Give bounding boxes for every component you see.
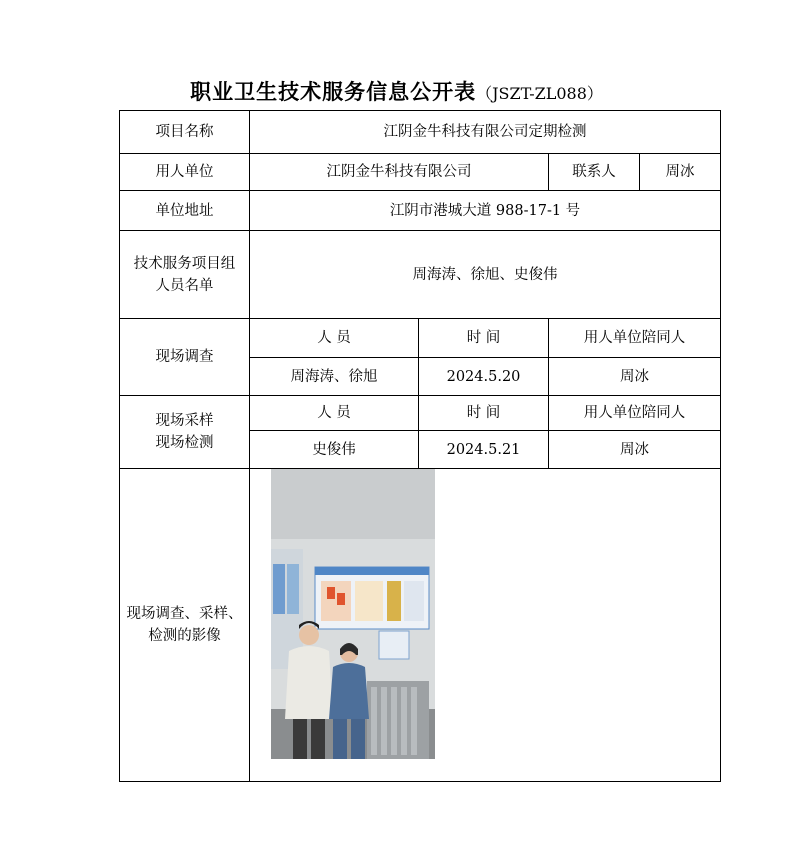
row-address	[120, 191, 721, 231]
sampling-label-line2: 现场检测	[155, 435, 214, 451]
team-label	[120, 231, 250, 319]
contact-label: 联系人	[549, 154, 640, 191]
sampling-label-line1: 现场采样	[155, 413, 214, 429]
sampling-escort: 周冰	[549, 431, 721, 469]
team-label-line2: 人员名单	[155, 277, 214, 294]
project-name-value: 江阴金牛科技有限公司定期检测	[250, 111, 721, 154]
document-title	[0, 76, 793, 106]
row-sampling-header	[120, 396, 721, 431]
survey-person: 周海涛、徐旭	[250, 358, 419, 396]
site-photo-illustration	[271, 469, 435, 759]
site-photo	[271, 469, 435, 759]
survey-header-escort: 用人单位陪同人	[549, 319, 721, 358]
team-label-line1: 技术服务项目组	[133, 255, 236, 272]
survey-header-person: 人 员	[250, 319, 419, 358]
sampling-label	[120, 396, 250, 469]
row-employer	[120, 154, 721, 191]
project-name-label: 项目名称	[120, 111, 250, 154]
row-survey-header	[120, 319, 721, 358]
survey-label: 现场调查	[120, 319, 250, 396]
address-label: 单位地址	[120, 191, 250, 231]
images-label-line2: 检测的影像	[148, 628, 221, 644]
employer-label: 用人单位	[120, 154, 250, 191]
row-team	[120, 231, 721, 319]
sampling-person: 史俊伟	[250, 431, 419, 469]
images-label-line1: 现场调查、采样、	[126, 606, 243, 622]
row-images	[120, 469, 721, 782]
survey-escort: 周冰	[549, 358, 721, 396]
contact-value: 周冰	[640, 154, 721, 191]
survey-date: 2024.5.20	[419, 358, 549, 396]
sampling-header-escort: 用人单位陪同人	[549, 396, 721, 431]
sampling-header-person: 人 员	[250, 396, 419, 431]
sampling-header-time: 时 间	[419, 396, 549, 431]
address-value: 江阴市港城大道 988-17-1 号	[250, 191, 721, 231]
employer-value: 江阴金牛科技有限公司	[250, 154, 549, 191]
title-code: （JSZT-ZL088）	[476, 84, 603, 103]
images-label	[120, 469, 250, 782]
images-cell	[250, 469, 721, 782]
row-project-name	[120, 111, 721, 154]
title-main: 职业卫生技术服务信息公开表	[190, 79, 477, 104]
team-value: 周海涛、徐旭、史俊伟	[250, 231, 721, 319]
info-table	[119, 110, 721, 782]
sampling-date: 2024.5.21	[419, 431, 549, 469]
survey-header-time: 时 间	[419, 319, 549, 358]
